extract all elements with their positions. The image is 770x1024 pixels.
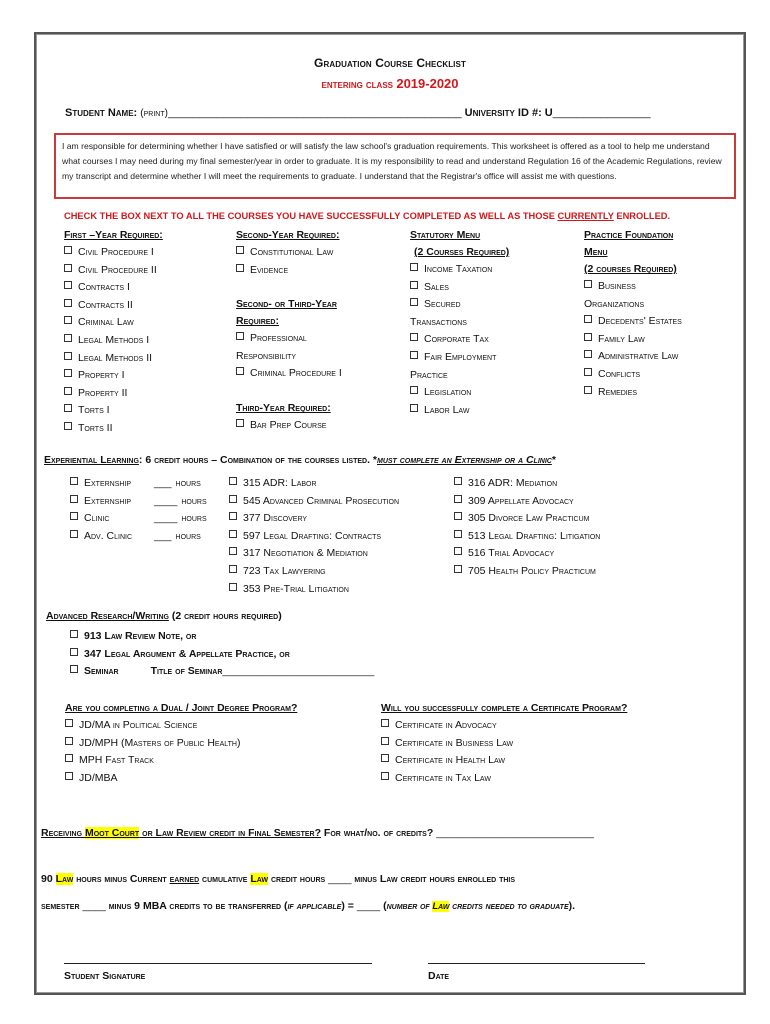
course-label: MPH Fast Track <box>79 754 154 767</box>
list-item[interactable] <box>229 493 399 511</box>
checkbox[interactable] <box>64 246 72 254</box>
checkbox[interactable] <box>454 495 462 503</box>
formula-text-2: cumulative <box>199 873 251 885</box>
moot-text-2: or Law Review credit in Final Semester? <box>139 827 322 839</box>
list-item[interactable] <box>64 385 163 403</box>
checkbox[interactable] <box>236 332 244 340</box>
course-label: 309 Appellate Advocacy <box>468 494 574 507</box>
list-item[interactable] <box>454 545 600 563</box>
course-label: 723 Tax Lawyering <box>243 564 326 577</box>
course-label: 545 Advanced Criminal Prosecution <box>243 494 400 507</box>
course-label: Property II <box>78 386 128 399</box>
student-signature-label: Student Signature <box>64 970 146 982</box>
hours-formula-line1 <box>41 873 515 885</box>
list-item-continued <box>584 296 682 314</box>
course-label: JD/MPH (Masters of Public Health) <box>79 736 241 749</box>
dual-degree-list <box>65 717 297 787</box>
course-label: Certificate in Tax Law <box>395 771 491 784</box>
course-label: Evidence <box>250 263 289 276</box>
course-label: Torts I <box>78 404 110 417</box>
list-item[interactable] <box>64 297 163 315</box>
checkbox[interactable] <box>410 351 418 359</box>
checkbox[interactable] <box>381 754 389 762</box>
certificate-list <box>381 717 627 787</box>
experiential-requirement: must complete an Externship or a Clinic <box>377 454 552 466</box>
course-label: JD/MA in Political Science <box>79 719 198 731</box>
experiential-hours-column <box>70 475 207 545</box>
course-label: 305 Divorce Law Practicum <box>468 512 590 525</box>
course-label: Corporate Tax <box>424 333 489 346</box>
print-label: (print) <box>140 108 168 119</box>
list-item[interactable] <box>454 563 600 581</box>
third-year-heading: Third-Year Required: <box>236 401 331 414</box>
list-item[interactable] <box>454 493 600 511</box>
course-label: Decedents' Estates <box>598 315 682 328</box>
hours-row[interactable] <box>70 475 207 493</box>
course-label: Certificate in Business Law <box>395 736 514 749</box>
student-name-field[interactable]: ________________________________________________ <box>167 107 462 119</box>
hours-blank[interactable]: ____ <box>154 512 178 525</box>
checkbox[interactable] <box>381 737 389 745</box>
list-item-continued <box>410 314 509 332</box>
seminar-title-field[interactable]: __________________________ <box>222 665 375 678</box>
course-label: Organizations <box>584 297 645 310</box>
checkbox[interactable] <box>70 665 78 673</box>
list-item[interactable] <box>584 278 682 296</box>
list-item-continued <box>236 348 342 366</box>
checkbox[interactable] <box>381 772 389 780</box>
check-instruction <box>64 211 670 221</box>
list-item[interactable] <box>229 581 399 599</box>
list-item[interactable] <box>410 402 509 420</box>
course-label: Certificate in Advocacy <box>395 719 497 731</box>
checkbox[interactable] <box>584 368 592 376</box>
second-year-list <box>236 244 342 279</box>
formula-text-4: minus Law credit hours enrolled this <box>351 873 516 885</box>
responsibility-notice: I am responsible for determining whether I have satisfied or will satisfy the law school's graduation requirements. This worksheet is offered as a tool to help me understand what courses I may need during my final semester/year in order to graduate. It is my responsibility to read and understand Regulation 16 of the Academic Regulations, review my transcript and determine whether I will meet the requirements to graduate. I understand that the Registrar's office will assist me with questions. <box>54 133 736 199</box>
course-label: Civil Procedure II <box>78 263 157 276</box>
hours-label: Externship <box>84 477 132 489</box>
checkbox[interactable] <box>229 477 237 485</box>
practice-heading-2: Menu <box>584 246 608 258</box>
list-item[interactable] <box>236 417 342 435</box>
formula-blank-3[interactable]: ____ <box>356 900 381 912</box>
hours-unit: hours <box>181 512 207 525</box>
second-third-year-list <box>236 330 342 383</box>
list-item[interactable] <box>410 349 509 367</box>
list-item[interactable] <box>454 475 600 493</box>
certificate-column <box>381 700 627 787</box>
checkbox[interactable] <box>410 263 418 271</box>
list-item[interactable] <box>64 350 163 368</box>
checkbox[interactable] <box>584 280 592 288</box>
list-item[interactable] <box>65 717 297 735</box>
practice-list-more <box>584 313 682 401</box>
course-label: 347 Legal Argument & Appellate Practice, or <box>84 647 290 660</box>
instruction-underlined: CURRENTLY <box>557 211 614 221</box>
course-label: Fair Employment <box>424 350 497 363</box>
experiential-col2 <box>229 475 399 598</box>
advanced-list-wrap <box>70 628 374 681</box>
list-item[interactable] <box>70 646 374 664</box>
list-item[interactable] <box>70 628 374 646</box>
course-label: Transactions <box>410 315 467 328</box>
checkbox[interactable] <box>64 422 72 430</box>
advanced-requirement: (2 credit hours required) <box>168 610 282 622</box>
checkbox[interactable] <box>381 719 389 727</box>
list-item[interactable] <box>229 545 399 563</box>
hours-row[interactable] <box>70 510 207 528</box>
list-item[interactable] <box>381 735 627 753</box>
subtitle-year: 2019-2020 <box>396 76 459 91</box>
statutory-subheading: (2 Courses Required) <box>414 246 510 258</box>
course-label: 353 Pre-Trial Litigation <box>243 582 349 595</box>
experiential-star: * <box>551 454 556 466</box>
list-item[interactable] <box>584 331 682 349</box>
checkbox[interactable] <box>229 495 237 503</box>
list-item[interactable] <box>65 752 297 770</box>
list-item[interactable] <box>236 244 342 262</box>
moot-highlight: Moot Court <box>84 827 140 839</box>
checkbox[interactable] <box>454 477 462 485</box>
checkbox[interactable] <box>64 316 72 324</box>
course-label: Practice <box>410 368 448 381</box>
instruction-tail: ENROLLED. <box>613 211 671 221</box>
checkbox[interactable] <box>70 648 78 656</box>
course-label: Criminal Law <box>78 316 134 329</box>
checkbox[interactable] <box>584 350 592 358</box>
moot-court-question <box>41 827 594 839</box>
list-item[interactable] <box>65 770 297 788</box>
hours-row[interactable] <box>70 493 207 511</box>
formula-semester: semester <box>41 900 83 912</box>
formula-law-3: Law <box>432 901 450 912</box>
course-label: Remedies <box>598 385 638 398</box>
list-item[interactable] <box>410 384 509 402</box>
formula-number: 90 <box>41 873 56 885</box>
course-label: 705 Health Policy Practicum <box>468 564 596 577</box>
university-id-field[interactable]: ________________ <box>552 107 651 119</box>
moot-text: Receiving <box>41 827 85 839</box>
list-item[interactable] <box>64 262 163 280</box>
checkbox[interactable] <box>229 565 237 573</box>
checkbox[interactable] <box>410 281 418 289</box>
experiential-colon: : <box>138 454 143 466</box>
checkbox[interactable] <box>410 333 418 341</box>
certificate-heading: Will you successfully complete a Certificate Program? <box>381 702 628 714</box>
advanced-heading <box>46 610 282 622</box>
checkbox[interactable] <box>584 386 592 394</box>
second-third-year-heading: Second- or Third-Year <box>236 298 337 311</box>
second-year-column <box>236 227 342 435</box>
course-label: 315 ADR: Labor <box>243 477 317 489</box>
advanced-list <box>70 628 374 681</box>
experiential-description: 6 credit hours – Combination of the courses listed. * <box>142 454 377 466</box>
first-year-list <box>64 244 163 438</box>
checkbox[interactable] <box>65 719 73 727</box>
list-item[interactable] <box>229 510 399 528</box>
student-name-label: Student Name: <box>65 107 138 119</box>
course-label: Constitutional Law <box>250 246 334 258</box>
list-item[interactable] <box>410 261 509 279</box>
list-item-continued <box>410 367 509 385</box>
checkbox[interactable] <box>64 281 72 289</box>
checkbox[interactable] <box>65 754 73 762</box>
course-label: Professional <box>250 332 307 345</box>
hours-label: Adv. Clinic <box>84 529 133 542</box>
list-item[interactable] <box>229 563 399 581</box>
list-item[interactable] <box>410 279 509 297</box>
list-item[interactable] <box>236 330 342 348</box>
course-label: JD/MBA <box>79 771 118 784</box>
course-label: Legislation <box>424 386 472 399</box>
formula-earned: earned <box>169 873 200 885</box>
list-item[interactable] <box>236 365 342 383</box>
checkbox[interactable] <box>64 299 72 307</box>
list-item[interactable] <box>64 244 163 262</box>
course-label: Contracts II <box>78 298 133 311</box>
list-item[interactable] <box>584 366 682 384</box>
instruction-text: CHECK THE BOX NEXT TO ALL THE COURSES YOU HAVE SUCCESSFULLY COMPLETED AS WELL AS THOSE <box>64 211 558 221</box>
checkbox[interactable] <box>454 565 462 573</box>
practice-menu-column <box>584 227 682 401</box>
list-item[interactable] <box>584 348 682 366</box>
hours-formula-line2 <box>41 900 575 912</box>
course-label: Sales <box>424 280 449 293</box>
hours-blank[interactable]: ___ <box>154 477 172 489</box>
course-label: 913 Law Review Note, or <box>84 630 197 642</box>
formula-number-of: number of <box>386 901 433 912</box>
course-label: Civil Procedure I <box>78 246 154 258</box>
checkbox[interactable] <box>410 298 418 306</box>
hours-blank[interactable]: ____ <box>154 494 178 507</box>
list-item[interactable] <box>65 735 297 753</box>
student-row <box>65 107 651 119</box>
checkbox[interactable] <box>70 530 78 538</box>
course-label: Family Law <box>598 332 645 345</box>
course-label: Income Taxation <box>424 263 493 275</box>
experiential-heading <box>44 454 556 466</box>
date-field[interactable] <box>428 963 645 964</box>
checkbox[interactable] <box>64 404 72 412</box>
course-label: Property I <box>78 369 125 382</box>
university-id-label: University ID #: U <box>464 107 553 119</box>
page-subtitle <box>36 76 744 91</box>
checkbox[interactable] <box>65 772 73 780</box>
checkbox[interactable] <box>236 246 244 254</box>
hours-list <box>70 475 207 545</box>
formula-text-5: minus 9 MBA credits to be transferred ( <box>105 900 288 912</box>
checkbox[interactable] <box>64 264 72 272</box>
course-label: Legal Methods I <box>78 333 150 346</box>
formula-equals: ) = <box>341 900 357 912</box>
experiential-list-3 <box>454 475 600 581</box>
formula-law-2: Law <box>250 873 269 885</box>
first-year-column <box>64 227 163 438</box>
hours-unit: hours <box>175 477 201 489</box>
checkbox[interactable] <box>229 530 237 538</box>
checkbox[interactable] <box>236 264 244 272</box>
hours-unit: hours <box>175 529 201 542</box>
formula-blank-2[interactable]: ____ <box>82 900 106 912</box>
hours-unit: hours <box>181 494 207 507</box>
checkbox[interactable] <box>454 530 462 538</box>
advanced-title: Advanced Research/Writing <box>46 610 169 622</box>
checkbox[interactable] <box>236 367 244 375</box>
checkbox[interactable] <box>410 404 418 412</box>
checkbox[interactable] <box>70 477 78 485</box>
statutory-list <box>410 261 509 419</box>
checklist-form <box>34 32 746 995</box>
list-item[interactable] <box>229 475 399 493</box>
course-label: Seminar <box>84 665 119 678</box>
list-item[interactable] <box>236 262 342 280</box>
course-label: Criminal Procedure I <box>250 367 342 380</box>
checkbox[interactable] <box>64 352 72 360</box>
course-label: Bar Prep Course <box>250 418 327 431</box>
practice-heading: Practice Foundation <box>584 229 674 241</box>
list-item[interactable] <box>64 279 163 297</box>
practice-list <box>584 278 682 313</box>
checkbox[interactable] <box>64 387 72 395</box>
hours-blank[interactable]: ___ <box>154 529 172 542</box>
checkbox[interactable] <box>70 495 78 503</box>
checkbox[interactable] <box>65 737 73 745</box>
list-item[interactable] <box>64 332 163 350</box>
list-item[interactable] <box>70 663 374 681</box>
list-item[interactable] <box>229 528 399 546</box>
course-label: Labor Law <box>424 403 470 416</box>
course-label: Legal Methods II <box>78 351 153 364</box>
formula-close: ). <box>568 900 576 912</box>
second-third-year-heading-2: Required: <box>236 315 279 328</box>
list-item[interactable] <box>454 510 600 528</box>
list-item[interactable] <box>64 367 163 385</box>
experiential-col3 <box>454 475 600 581</box>
course-label: 377 Discovery <box>243 512 308 525</box>
first-year-heading: First –Year Required: <box>64 229 163 241</box>
hours-row[interactable] <box>70 528 207 546</box>
checkbox[interactable] <box>584 315 592 323</box>
date-label: Date <box>428 970 450 982</box>
list-item[interactable] <box>584 313 682 331</box>
list-item[interactable] <box>64 314 163 332</box>
formula-blank-1[interactable]: ____ <box>328 873 352 885</box>
list-item[interactable] <box>64 420 163 438</box>
checkbox[interactable] <box>454 547 462 555</box>
checkbox[interactable] <box>454 512 462 520</box>
statutory-heading: Statutory Menu <box>410 229 481 241</box>
list-item[interactable] <box>584 384 682 402</box>
course-label: 513 Legal Drafting: Litigation <box>468 529 601 542</box>
list-item[interactable] <box>454 528 600 546</box>
formula-if-applicable: if applicable <box>287 900 342 912</box>
third-year-list <box>236 417 342 435</box>
list-item[interactable] <box>410 331 509 349</box>
dual-degree-column <box>65 700 297 787</box>
list-item[interactable] <box>381 770 627 788</box>
moot-credits-field[interactable]: ___________________________ <box>436 827 594 839</box>
checkbox[interactable] <box>64 369 72 377</box>
checkbox[interactable] <box>64 334 72 342</box>
practice-subheading: (2 courses Required) <box>584 263 677 275</box>
course-label: 316 ADR: Mediation <box>468 477 558 489</box>
list-item[interactable] <box>64 402 163 420</box>
formula-text: hours minus Current <box>73 873 170 885</box>
list-item[interactable] <box>381 717 627 735</box>
course-label: Torts II <box>78 421 113 434</box>
subtitle-prefix: entering class <box>321 79 393 91</box>
hours-label: Clinic <box>84 512 110 525</box>
student-signature-field[interactable] <box>64 963 372 964</box>
course-label: Administrative Law <box>598 350 679 363</box>
list-item[interactable] <box>410 296 509 314</box>
checkbox[interactable] <box>584 333 592 341</box>
checkbox[interactable] <box>70 630 78 638</box>
checkbox[interactable] <box>229 512 237 520</box>
course-label: 317 Negotiation & Mediation <box>243 547 368 560</box>
checkbox[interactable] <box>236 419 244 427</box>
course-label: 597 Legal Drafting: Contracts <box>243 529 382 542</box>
course-label: Business <box>598 280 636 292</box>
formula-text-3: credit hours <box>268 873 329 885</box>
hours-label: Externship <box>84 494 132 507</box>
course-label: Conflicts <box>598 367 641 380</box>
formula-law: Law <box>55 873 74 885</box>
checkbox[interactable] <box>229 583 237 591</box>
statutory-menu-column <box>410 227 509 419</box>
second-year-heading: Second-Year Required: <box>236 229 340 241</box>
checkbox[interactable] <box>70 512 78 520</box>
checkbox[interactable] <box>410 386 418 394</box>
seminar-title-label: Title of Seminar <box>150 665 223 678</box>
checkbox[interactable] <box>229 547 237 555</box>
course-label: Responsibility <box>236 349 297 362</box>
moot-text-3: For what/no. of credits? <box>321 827 437 839</box>
experiential-list-2 <box>229 475 399 598</box>
page-title: Graduation Course Checklist <box>314 56 466 70</box>
course-label: 516 Trial Advocacy <box>468 547 555 560</box>
experiential-title: Experiential Learning <box>44 454 139 466</box>
course-label: Certificate in Health Law <box>395 754 506 767</box>
formula-needed: credits needed to graduate <box>449 901 569 912</box>
dual-degree-heading: Are you completing a Dual / Joint Degree Program? <box>65 702 298 714</box>
formula-paren: ( <box>380 900 387 912</box>
course-label: Secured <box>424 298 461 311</box>
course-label: Contracts I <box>78 281 130 294</box>
list-item[interactable] <box>381 752 627 770</box>
